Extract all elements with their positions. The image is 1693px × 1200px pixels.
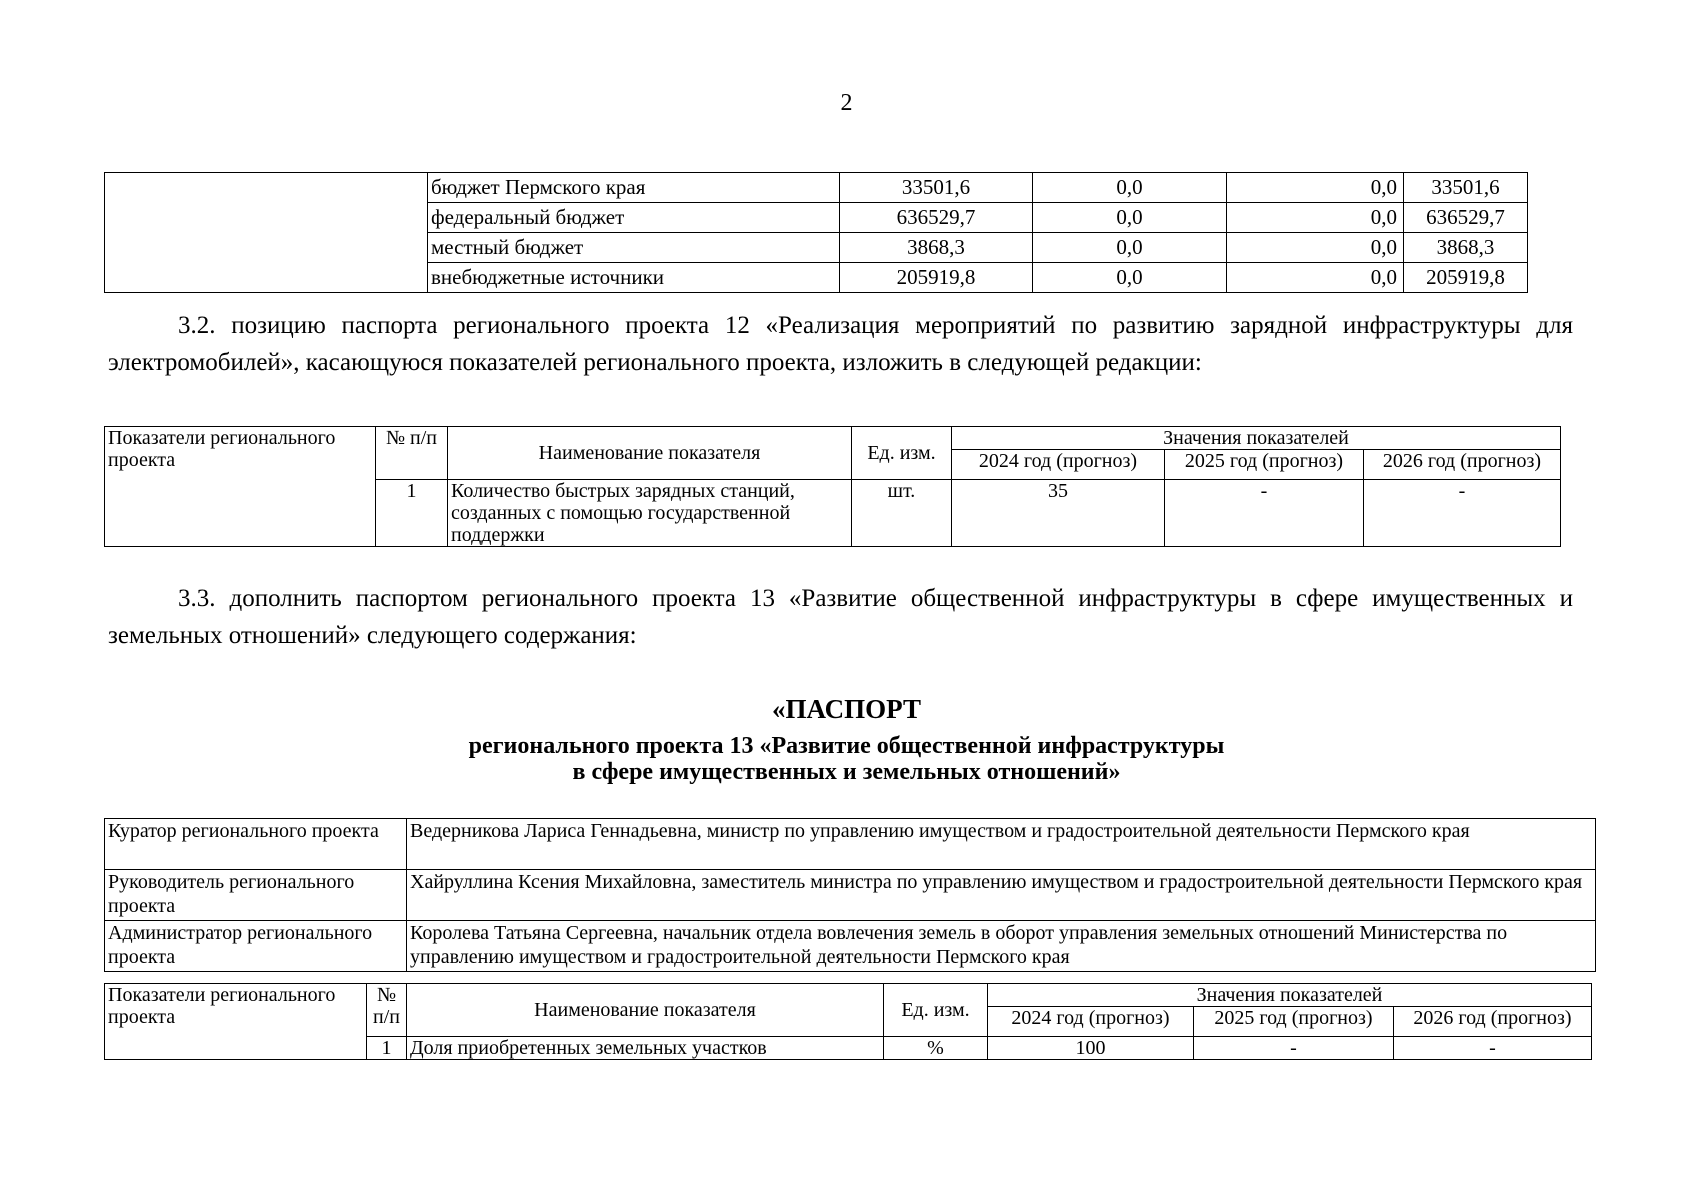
passport-title: «ПАСПОРТ: [772, 694, 921, 724]
value-cell: 0,0: [1227, 173, 1404, 203]
table-row: [105, 173, 1528, 203]
value-cell: 0,0: [1227, 263, 1404, 293]
paragraph-3-3: [108, 580, 1573, 654]
row-number: 1: [376, 480, 448, 547]
row-number: 1: [367, 1037, 407, 1060]
value-cell: 0,0: [1033, 263, 1227, 293]
indicators-label: Показатели регионального проекта: [105, 984, 367, 1060]
indicator-name: Доля приобретенных земельных участков: [407, 1037, 884, 1060]
value-cell: 33501,6: [840, 173, 1033, 203]
values-header: Значения показателей: [952, 427, 1561, 450]
num-header: № п/п: [367, 984, 407, 1037]
value-cell: 636529,7: [840, 203, 1033, 233]
value-cell: 35: [952, 480, 1165, 547]
table-row: [105, 921, 1596, 972]
paragraph-number: 3.3.: [178, 585, 216, 612]
table-row: [105, 870, 1596, 921]
paragraph-text: дополнить паспортом регионального проекта 13 «Развитие общественной инфраструктуры в сфере имущественных и земельных отношений» следующего содержания:: [108, 585, 1573, 649]
admin-label: Администратор регионального проекта: [105, 921, 407, 972]
passport-table: [104, 818, 1596, 972]
year-header: 2025 год (прогноз): [1194, 1007, 1394, 1037]
year-header: 2024 год (прогноз): [988, 1007, 1194, 1037]
value-cell: 33501,6: [1404, 173, 1528, 203]
year-header: 2025 год (прогноз): [1165, 450, 1364, 480]
unit-cell: шт.: [852, 480, 952, 547]
value-cell: -: [1394, 1037, 1592, 1060]
source-cell: местный бюджет: [428, 233, 840, 263]
name-header: Наименование показателя: [448, 427, 852, 480]
passport-subtitle-line: в сфере имущественных и земельных отношений»: [572, 759, 1121, 785]
empty-cell: [105, 173, 428, 293]
value-cell: 0,0: [1033, 203, 1227, 233]
paragraph-text: позицию паспорта регионального проекта 12 «Реализация мероприятий по развитию зарядной инфраструктуры для электромобилей», касающуюся показателей регионального проекта, изложить в следующей редакции:: [108, 312, 1573, 376]
value-cell: 636529,7: [1404, 203, 1528, 233]
head-value: Хайруллина Ксения Михайловна, заместитель министра по управлению имуществом и градостроительной деятельности Пермского края: [407, 870, 1596, 921]
indicators-table: [104, 426, 1561, 547]
source-cell: внебюджетные источники: [428, 263, 840, 293]
source-cell: федеральный бюджет: [428, 203, 840, 233]
table-row: [105, 819, 1596, 870]
table-row: [105, 427, 1561, 450]
value-cell: -: [1364, 480, 1561, 547]
value-cell: 0,0: [1033, 233, 1227, 263]
value-cell: -: [1165, 480, 1364, 547]
paragraph-3-2: [108, 307, 1573, 381]
indicator-name: Количество быстрых зарядных станций, созданных с помощью государственной поддержки: [448, 480, 852, 547]
value-cell: 0,0: [1227, 203, 1404, 233]
value-cell: 205919,8: [1404, 263, 1528, 293]
curator-label: Куратор регионального проекта: [105, 819, 407, 870]
year-header: 2026 год (прогноз): [1394, 1007, 1592, 1037]
passport-subtitle-line: регионального проекта 13 «Развитие общественной инфраструктуры: [468, 733, 1225, 759]
source-cell: бюджет Пермского края: [428, 173, 840, 203]
financing-table: [104, 172, 1528, 293]
unit-header: Ед. изм.: [852, 427, 952, 480]
value-cell: 205919,8: [840, 263, 1033, 293]
indicators-table: [104, 983, 1592, 1060]
curator-value: Ведерникова Лариса Геннадьевна, министр по управлению имуществом и градостроительной деятельности Пермского края: [407, 819, 1596, 870]
value-cell: 3868,3: [840, 233, 1033, 263]
indicators-label: Показатели регионального проекта: [105, 427, 376, 547]
passport-subtitle: [0, 733, 1693, 785]
values-header: Значения показателей: [988, 984, 1592, 1007]
paragraph-number: 3.2.: [178, 312, 216, 339]
value-cell: 3868,3: [1404, 233, 1528, 263]
num-header: № п/п: [376, 427, 448, 480]
year-header: 2024 год (прогноз): [952, 450, 1165, 480]
table-row: [105, 984, 1592, 1007]
value-cell: 0,0: [1227, 233, 1404, 263]
head-label: Руководитель регионального проекта: [105, 870, 407, 921]
admin-value: Королева Татьяна Сергеевна, начальник отдела вовлечения земель в оборот управления земельных отношений Министерства по управлению имуществом и градостроительной деятельности Пермского края: [407, 921, 1596, 972]
name-header: Наименование показателя: [407, 984, 884, 1037]
year-header: 2026 год (прогноз): [1364, 450, 1561, 480]
unit-header: Ед. изм.: [884, 984, 988, 1037]
value-cell: 100: [988, 1037, 1194, 1060]
value-cell: 0,0: [1033, 173, 1227, 203]
unit-cell: %: [884, 1037, 988, 1060]
page-number: 2: [840, 90, 853, 116]
value-cell: -: [1194, 1037, 1394, 1060]
